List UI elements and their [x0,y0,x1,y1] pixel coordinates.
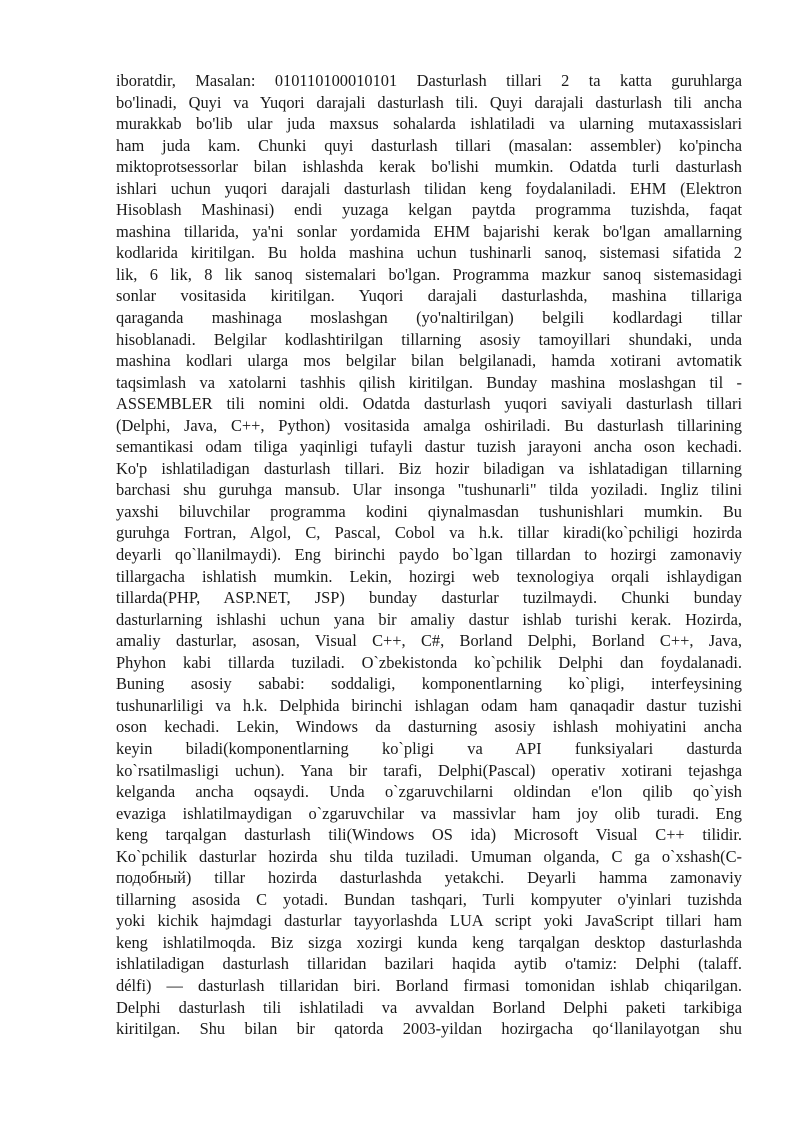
text-line: evaziga ishlatilmaydigan o`zgaruvchilar va massivlar ham joy olib turadi. Eng [116,803,742,823]
text-line: dasturlarning ishlashi uchun yana bir amaliy dastur ishlab turishi kerak. Hozirda, [116,609,742,629]
text-line: bo'linadi, Quyi va Yuqori darajali dasturlash tili. Quyi darajali dasturlash tili ancha [116,92,742,112]
text-line: mashina tillarida, ya'ni sonlar yordamida EHM bajarishi kerak bo'lgan amallarning [116,221,742,241]
text-line: kodlarida kiritilgan. Bu holda mashina uchun tushinarli sanoq, sistemasi sifatida 2 [116,243,742,263]
text-line: barchasi shu guruhga mansub. Ular insonga "tushunarli" tilda yoziladi. Ingliz tilini [116,480,742,500]
text-line: (Delphi, Java, C++, Python) vositasida amalga oshiriladi. Bu dasturlash tillarining [116,415,742,435]
text-line: taqsimlash va xatolarni tashhis qilish kiritilgan. Bunday mashina moslashgan til - [116,372,742,392]
document-page [116,70,742,1040]
text-line: amaliy dasturlar, asosan, Visual C++, C#, Borland Delphi, Borland C++, Java, [116,631,742,651]
text-line: keng tarqalgan dasturlash tili(Windows OS ida) Microsoft Visual C++ tilidir. [116,825,742,845]
text-line: sonlar vositasida kiritilgan. Yuqori darajali dasturlashda, mashina tillariga [116,286,742,306]
text-line: tushunarliligi va h.k. Delphida birinchi ishlagan odam ham qanaqadir dastur tuzishi [116,695,742,715]
text-line: ham juda kam. Chunki quyi dasturlash tillari (masalan: assembler) ko'pincha [116,135,742,155]
text-line: mashina kodlari ularga mos belgilar bilan belgilanadi, hamda xotirani avtomatik [116,351,742,371]
text-line: délfi) — dasturlash tillaridan biri. Borland firmasi tomonidan ishlab chiqarilgan. [116,975,742,995]
text-line: guruhga Fortran, Algol, C, Pascal, Cobol va h.k. tillar kiradi(ko`pchiligi hozirda [116,523,742,543]
text-line: deyarli qo`llanilmaydi). Eng birinchi paydo bo`lgan tillardan to hozirgi zamonaviy [116,545,742,565]
text-line: ishlari uchun yuqori darajali dasturlash tilidan keng foydalaniladi. EHM (Elektron [116,178,742,198]
text-line: подобный) tillar hozirda dasturlashda yetakchi. Deyarli hamma zamonaviy [116,868,742,888]
text-line: kelganda ancha oqsaydi. Unda o`zgaruvchilarni oldindan e'lon qilib qo`yish [116,782,742,802]
text-line: iboratdir, Masalan: 010110100010101 Dasturlash tillari 2 ta katta guruhlarga [116,71,742,90]
text-line: lik, 6 lik, 8 lik sanoq sistemalari bo'lgan. Programma mazkur sanoq sistemasidagi [116,264,742,284]
text-line: Buning asosiy sababi: soddaligi, komponentlarning ko`pligi, interfeysining [116,674,742,694]
text-line: Hisoblash Mashinasi) endi yuzaga kelgan paytda programma tuzishda, faqat [116,200,742,220]
text-line: yaxshi biluvchilar programma kodini qiynalmasdan tushunishlari mumkin. Bu [116,501,742,521]
text-line: Ko'p ishlatiladigan dasturlash tillari. Biz hozir biladigan va ishlatadigan tillarning [116,458,742,478]
text-line: ASSEMBLER tili nomini oldi. Odatda dasturlash yuqori saviyali dasturlash tillari [116,394,742,414]
text-line: Delphi dasturlash tili ishlatiladi va avvaldan Borland Delphi paketi tarkibiga [116,997,742,1017]
text-line: keng ishlatilmoqda. Biz sizga xozirgi kunda keng tarqalgan desktop dasturlashda [116,932,742,952]
text-line: qaraganda mashinaga moslashgan (yo'naltirilgan) belgili kodlardagi tillar [116,308,742,328]
text-line: tillarda(PHP, ASP.NET, JSP) bunday dasturlar tuzilmaydi. Chunki bunday [116,588,742,608]
text-line: semantikasi odam tiliga yaqinligi tufayli dastur tuzish jarayoni ancha oson kechadi. [116,437,742,457]
text-line: ishlatiladigan dasturlash tillaridan bazilari haqida aytib o'tamiz: Delphi (talaff. [116,954,742,974]
text-line: kiritilgan. Shu bilan bir qatorda 2003-yildan hozirgacha qo‘llanilayotgan shu [116,1019,742,1039]
text-line: yoki kichik hajmdagi dasturlar tayyorlashda LUA script yoki JavaScript tillari ham [116,911,742,931]
text-line: keyin biladi(komponentlarning ko`pligi va API funksiyalari dasturda [116,738,742,758]
text-line: ko`rsatilmasligi uchun). Yana bir tarafi, Delphi(Pascal) operativ xotirani tejashga [116,760,742,780]
text-line: murakkab bo'lib ular juda maxsus sohalarda ishlatiladi va ularning mutaxassislari [116,114,742,134]
text-line: oson kechadi. Lekin, Windows da dasturning asosiy ishlash mohiyatini ancha [116,717,742,737]
text-line: hisoblanadi. Belgilar kodlashtirilgan tillarning asosiy tamoyillari shundaki, unda [116,329,742,349]
text-line: Ko`pchilik dasturlar hozirda shu tilda tuziladi. Umuman olganda, C ga o`xshash(C- [116,846,742,866]
text-line: tillargacha ishlatish mumkin. Lekin, hozirgi web texnologiya orqali ishlaydigan [116,566,742,586]
text-line: miktoprotsessorlar bilan ishlashda kerak bo'lishi mumkin. Odatda turli dasturlash [116,157,742,177]
text-line: tillarning asosida C yotadi. Bundan tashqari, Turli kompyuter o'yinlari tuzishda [116,889,742,909]
text-line: Phyhon kabi tillarda tuziladi. O`zbekistonda ko`pchilik Delphi dan foydalanadi. [116,652,742,672]
